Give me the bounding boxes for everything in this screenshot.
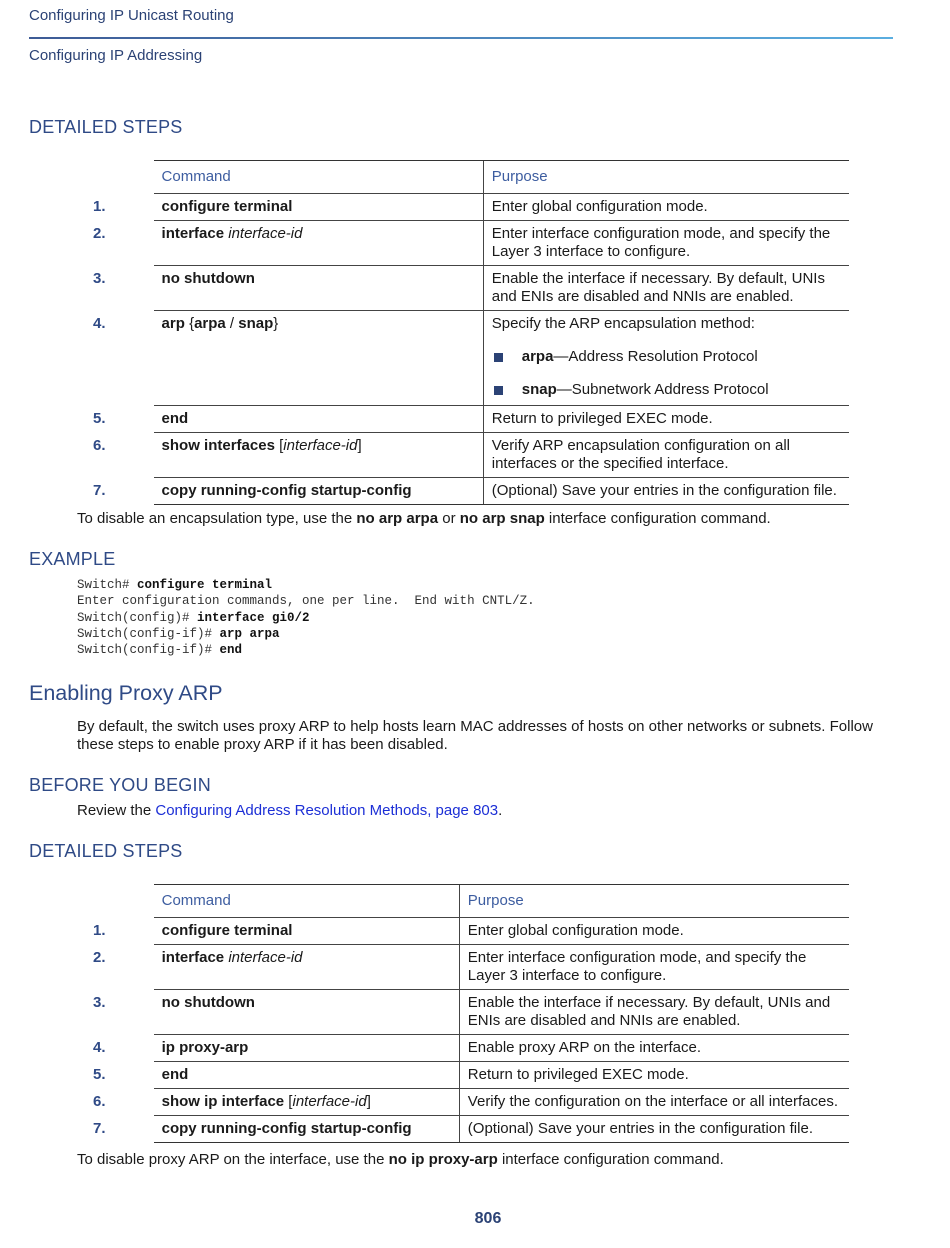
example-heading: EXAMPLE	[29, 549, 116, 569]
command-option: snap	[238, 315, 274, 332]
command-text: no shutdown	[161, 994, 255, 1011]
step-number: 6.	[93, 1092, 106, 1110]
command-text: ip proxy-arp	[161, 1039, 249, 1056]
table-row	[77, 311, 849, 406]
purpose-cell: Enter interface configuration mode, and specify the Layer 3 interface to configure.	[459, 945, 849, 990]
table-row	[77, 918, 849, 945]
square-bullet-icon	[494, 353, 503, 362]
code-line: Enter configuration commands, one per line. End with CNTL/Z.	[77, 594, 535, 609]
column-header-command: Command	[154, 885, 460, 918]
page-number: 806	[474, 1210, 502, 1227]
command-cell	[154, 406, 484, 433]
purpose-text: Specify the ARP encapsulation method:	[491, 315, 755, 332]
step-number: 7.	[93, 1119, 106, 1137]
command-cell	[154, 194, 484, 221]
step-number: 3.	[93, 269, 106, 287]
command-text: interface	[161, 225, 225, 242]
step-number: 6.	[93, 436, 106, 454]
purpose-cell: (Optional) Save your entries in the configuration file.	[483, 478, 849, 505]
purpose-cell	[483, 311, 849, 406]
step-number: 7.	[93, 481, 106, 499]
command-cell	[154, 221, 484, 266]
section-title: Configuring IP Addressing	[29, 47, 203, 64]
command-text: copy running-config startup-config	[161, 1120, 412, 1137]
step-number: 4.	[93, 314, 106, 332]
code-line: Switch(config-if)# end	[77, 643, 243, 658]
proxy-arp-intro: By default, the switch uses proxy ARP to help hosts learn MAC addresses of hosts on other networks or subnets. Follow these steps to enable proxy ARP if it has been disabled.	[77, 718, 873, 753]
command-cell	[154, 478, 484, 505]
command-argument: interface-id	[283, 437, 358, 454]
column-header-command: Command	[154, 161, 484, 194]
table-row	[77, 194, 849, 221]
command-cell	[154, 266, 484, 311]
table-row	[77, 990, 849, 1035]
purpose-cell: Enter interface configuration mode, and specify the Layer 3 interface to configure.	[483, 221, 849, 266]
command-argument: interface-id	[228, 225, 303, 242]
column-header-purpose: Purpose	[483, 161, 849, 194]
command-cell: arp {arpa / snap}	[154, 311, 484, 406]
command-text: end	[161, 410, 189, 427]
purpose-cell: Enable the interface if necessary. By default, UNIs and ENIs are disabled and NNIs are enabled.	[459, 990, 849, 1035]
command-cell	[154, 1062, 460, 1089]
step-number: 1.	[93, 921, 106, 939]
command-cell	[154, 990, 460, 1035]
command-cell	[154, 945, 460, 990]
command-argument: interface-id	[228, 949, 303, 966]
purpose-cell: Enable the interface if necessary. By default, UNIs and ENIs are disabled and NNIs are enabled.	[483, 266, 849, 311]
command-text: configure terminal	[161, 198, 293, 215]
table-row	[77, 945, 849, 990]
disable-encapsulation-note: To disable an encapsulation type, use the no arp arpa or no arp snap interface configuration command.	[77, 510, 771, 527]
section-heading-proxy-arp: Enabling Proxy ARP	[29, 681, 223, 705]
purpose-cell: Return to privileged EXEC mode.	[459, 1062, 849, 1089]
command-cell: show ip interface [interface-id]	[154, 1089, 460, 1116]
code-example	[77, 577, 535, 658]
detailed-steps-heading: DETAILED STEPS	[29, 841, 183, 861]
steps-table-proxy-arp	[77, 884, 849, 1143]
code-line: Switch# configure terminal	[77, 578, 273, 592]
table-row	[77, 1116, 849, 1143]
command-text: arp	[161, 315, 185, 332]
table-row	[77, 221, 849, 266]
command-cell: show interfaces [interface-id]	[154, 433, 484, 478]
purpose-cell: Enter global configuration mode.	[459, 918, 849, 945]
before-you-begin-heading: BEFORE YOU BEGIN	[29, 775, 211, 795]
command-cell	[154, 1116, 460, 1143]
purpose-cell: Return to privileged EXEC mode.	[483, 406, 849, 433]
purpose-cell: Verify the configuration on the interface or all interfaces.	[459, 1089, 849, 1116]
bullet-item: arpa—Address Resolution Protocol	[492, 348, 841, 366]
purpose-cell: Enable proxy ARP on the interface.	[459, 1035, 849, 1062]
table-row	[77, 1089, 849, 1116]
step-number: 1.	[93, 197, 106, 215]
step-number: 2.	[93, 224, 106, 242]
disable-proxy-arp-note: To disable proxy ARP on the interface, use the no ip proxy-arp interface configuration command.	[77, 1151, 724, 1168]
step-number: 5.	[93, 1065, 106, 1083]
table-row	[77, 406, 849, 433]
detailed-steps-heading: DETAILED STEPS	[29, 117, 183, 137]
command-text: show ip interface	[161, 1093, 285, 1110]
command-cell	[154, 1035, 460, 1062]
chapter-title: Configuring IP Unicast Routing	[29, 7, 234, 24]
bullet-item: snap—Subnetwork Address Protocol	[492, 381, 841, 399]
purpose-cell: Enter global configuration mode.	[483, 194, 849, 221]
code-line: Switch(config-if)# arp arpa	[77, 626, 280, 641]
square-bullet-icon	[494, 386, 503, 395]
command-text: no shutdown	[161, 270, 255, 287]
command-text: end	[161, 1066, 189, 1083]
command-argument: interface-id	[292, 1093, 367, 1110]
command-option: arpa	[194, 315, 226, 332]
table-row	[77, 1062, 849, 1089]
code-line: Switch(config)# interface gi0/2	[77, 610, 310, 625]
command-text: show interfaces	[161, 437, 275, 454]
command-text: configure terminal	[161, 922, 293, 939]
table-row	[77, 478, 849, 505]
resolution-methods-link[interactable]: Configuring Address Resolution Methods, page 803	[155, 802, 499, 819]
table-row	[77, 266, 849, 311]
before-you-begin-text: Review the Configuring Address Resolution Methods, page 803.	[77, 802, 503, 819]
command-text: copy running-config startup-config	[161, 482, 412, 499]
step-number: 2.	[93, 948, 106, 966]
header-rule	[29, 37, 893, 39]
command-cell	[154, 918, 460, 945]
step-number: 3.	[93, 993, 106, 1011]
purpose-cell: (Optional) Save your entries in the configuration file.	[459, 1116, 849, 1143]
steps-table-arp	[77, 160, 849, 505]
purpose-cell: Verify ARP encapsulation configuration on all interfaces or the specified interface.	[483, 433, 849, 478]
column-header-purpose: Purpose	[459, 885, 849, 918]
command-text: interface	[161, 949, 225, 966]
step-number: 5.	[93, 409, 106, 427]
table-row	[77, 1035, 849, 1062]
table-row	[77, 433, 849, 478]
step-number: 4.	[93, 1038, 106, 1056]
